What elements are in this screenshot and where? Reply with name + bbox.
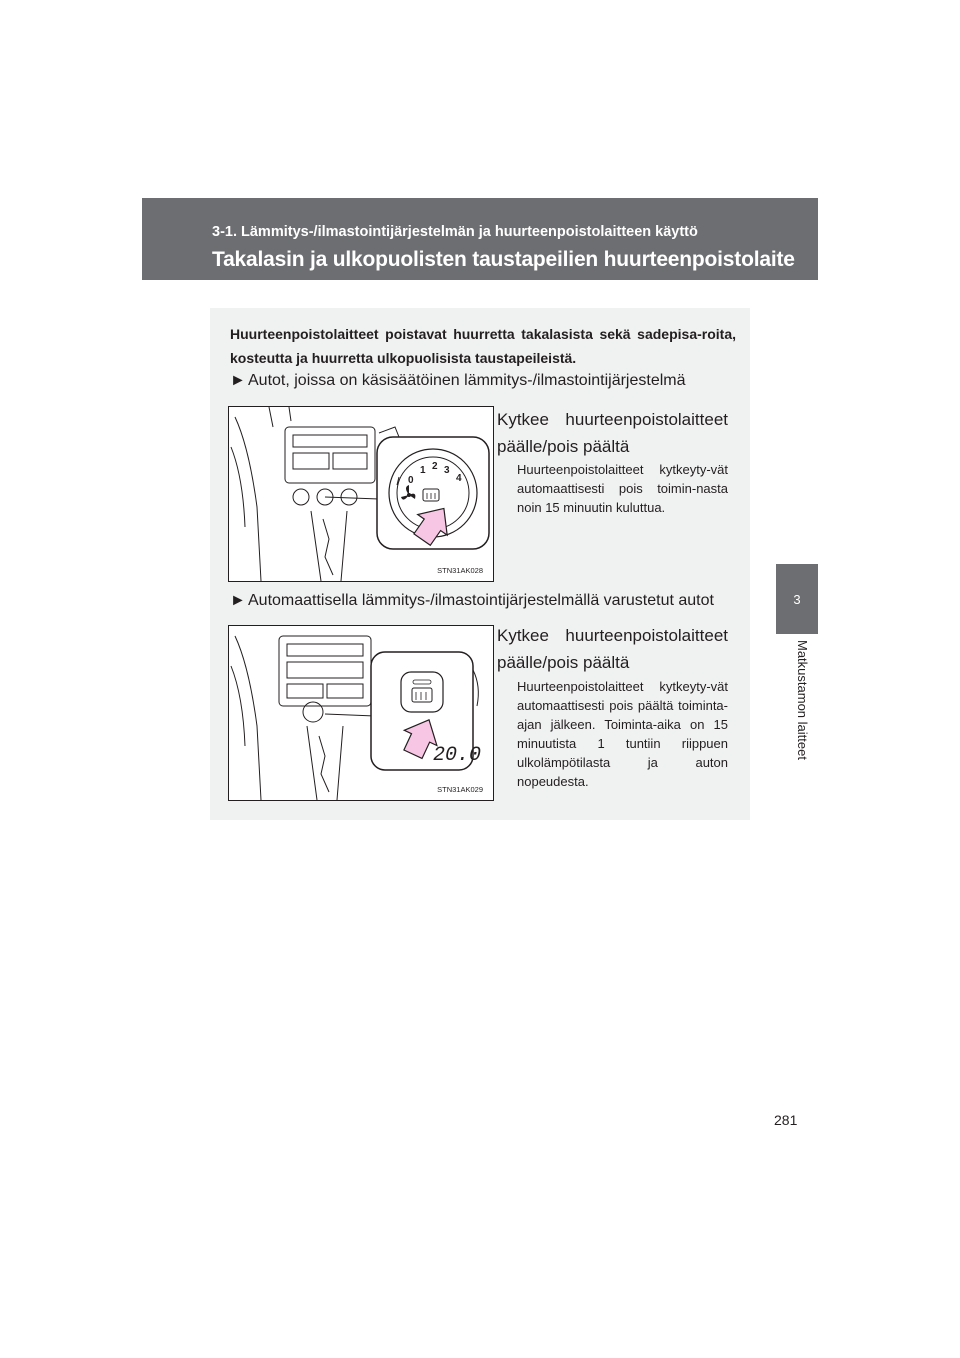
intro-text: Huurteenpoistolaitteet poistavat huurretta takalasista sekä sadepisa-roita, kosteutta ja huurretta ulkopuolisista taustapeileistä. [230, 326, 736, 366]
note-text-automatic: Huurteenpoistolaitteet kytkeyty-vät automaattisesti pois päältä toiminta-ajan jälkeen. Toiminta-aika on 15 minuutista 1 tuntiin riippuen ulkolämpötilasta ja auton nopeudesta. [517, 679, 728, 789]
chapter-tab [776, 564, 818, 634]
case-heading-text: Autot, joissa on käsisäätöinen lämmitys-/ilmastointijärjestelmä [248, 372, 686, 389]
section-header [142, 198, 818, 280]
dial-label-3: 3 [444, 465, 450, 476]
dial-label-2: 2 [432, 461, 438, 472]
dashboard-illustration [229, 407, 493, 581]
dial-label-1: 1 [420, 465, 426, 476]
temperature-display: 20.0 [433, 744, 482, 767]
action-text-automatic: Kytkee huurteenpoistolaitteet päälle/pois päältä [497, 626, 728, 672]
page-number: 281 [774, 1112, 798, 1128]
note-text-manual: Huurteenpoistolaitteet kytkeyty-vät automaattisesti pois toimin-nasta noin 15 minuutin kuluttua. [517, 462, 728, 515]
case-heading-manual [230, 372, 750, 390]
chapter-label: Matkustamon laitteet [795, 640, 810, 760]
action-text-manual: Kytkee huurteenpoistolaitteet päälle/pois päältä [497, 410, 728, 456]
triangle-marker-icon: ► [230, 592, 246, 609]
dashboard-illustration [229, 626, 493, 800]
figure-manual-climate [228, 406, 494, 582]
rear-defroster-icon [423, 489, 439, 501]
page-title: Takalasin ja ulkopuolisten taustapeilien huurteenpoistolaite [212, 248, 795, 271]
figure-automatic-climate [228, 625, 494, 801]
triangle-marker-icon: ► [230, 372, 246, 389]
chapter-number: 3 [793, 591, 801, 607]
dial-label-4: 4 [456, 473, 462, 484]
dial-label-0: 0 [408, 475, 414, 486]
case-heading-automatic [230, 592, 750, 610]
figure-code: STN31AK029 [437, 785, 483, 794]
figure-code: STN31AK028 [437, 566, 483, 575]
subsection-title: 3-1. Lämmitys-/ilmastointijärjestelmän ja huurteenpoistolaitteen käyttö [212, 224, 698, 240]
case-heading-text: Automaattisella lämmitys-/ilmastointijärjestelmällä varustetut autot [248, 592, 714, 609]
rear-defroster-icon [412, 688, 432, 702]
content-panel [210, 308, 750, 820]
